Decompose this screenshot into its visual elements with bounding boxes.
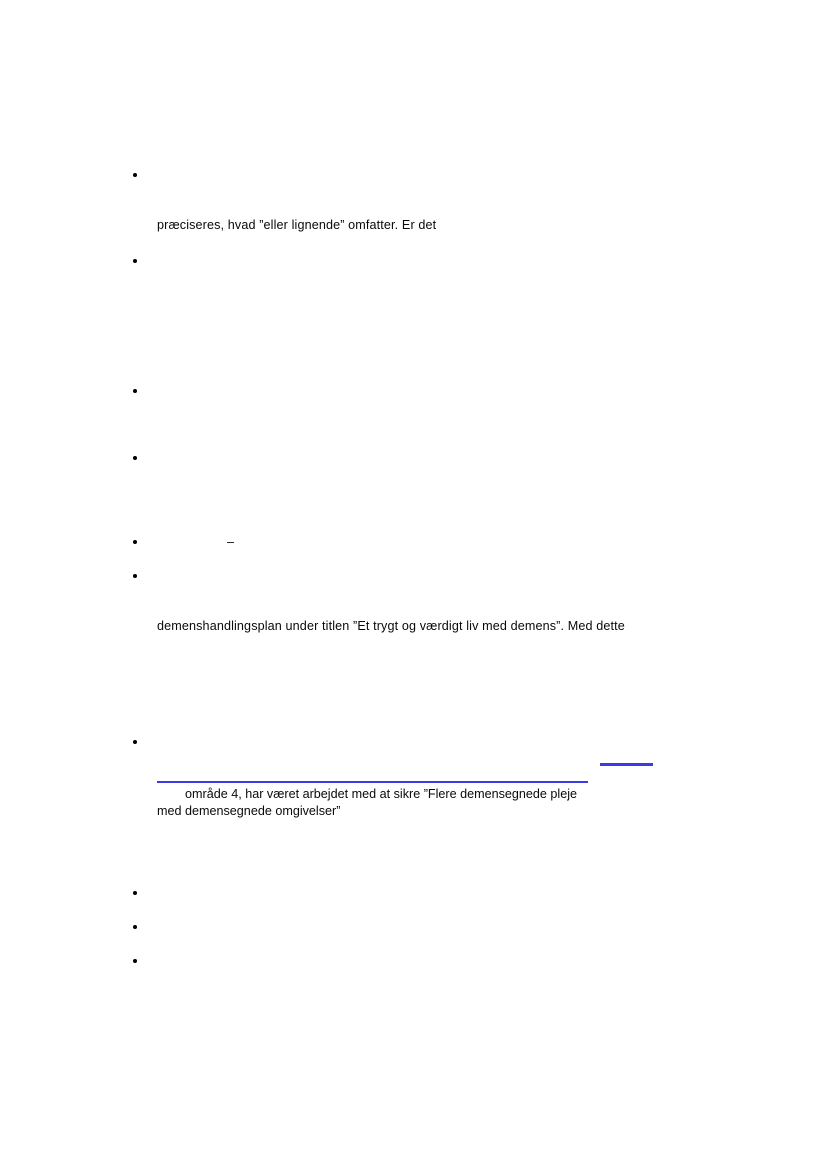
body-text-line-1: præciseres, hvad ”eller lignende” omfatter. Er det (157, 218, 437, 232)
list-bullet (133, 959, 137, 963)
list-bullet (133, 925, 137, 929)
list-bullet (133, 740, 137, 744)
paragraph-continuation-line: med demensegnede omgivelser” (157, 804, 341, 818)
list-bullet (133, 891, 137, 895)
list-bullet (133, 389, 137, 393)
paragraph-first-line: område 4, har været arbejdet med at sikre ”Flere demensegnede pleje (157, 787, 578, 801)
list-bullet (133, 574, 137, 578)
list-bullet (133, 259, 137, 263)
body-paragraph-block (157, 786, 677, 820)
en-dash-fragment: – (227, 535, 235, 549)
link-underline-short[interactable] (600, 763, 653, 766)
link-underline-long[interactable] (157, 781, 588, 783)
list-bullet (133, 540, 137, 544)
body-text-line-2: demenshandlingsplan under titlen ”Et trygt og værdigt liv med demens”. Med dette (157, 619, 625, 633)
list-bullet (133, 456, 137, 460)
list-bullet (133, 173, 137, 177)
